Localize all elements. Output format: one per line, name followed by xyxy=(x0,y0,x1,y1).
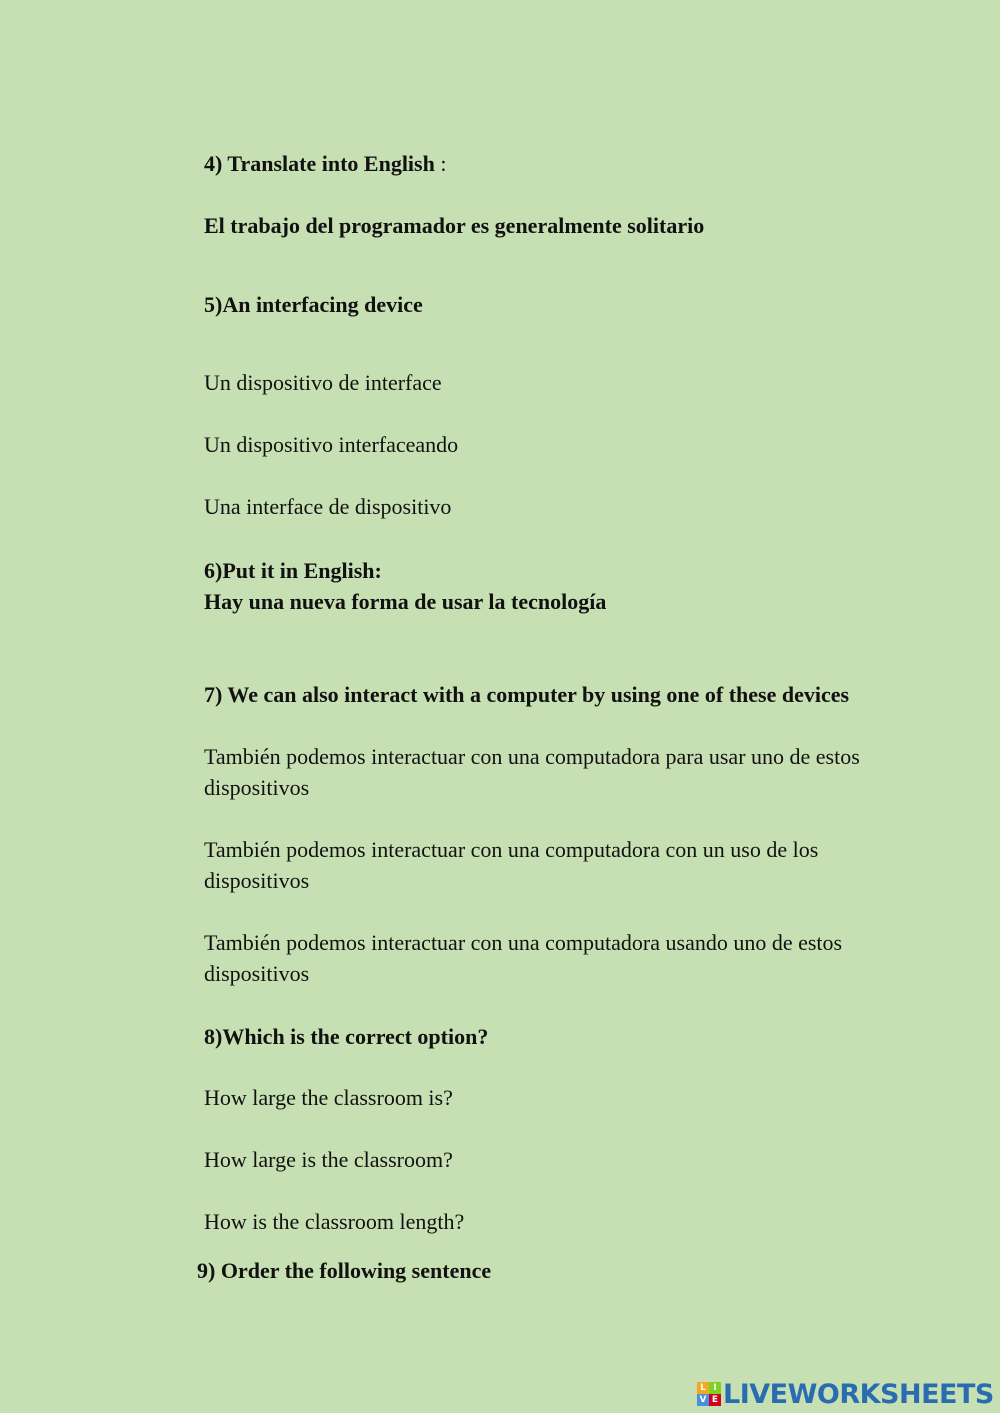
question-5-title: 5)An interfacing device xyxy=(204,292,423,317)
question-8-option-3[interactable]: How is the classroom length? xyxy=(204,1209,465,1234)
question-8-title: 8)Which is the correct option? xyxy=(204,1024,489,1049)
question-8-option-2[interactable]: How large is the classroom? xyxy=(204,1147,453,1172)
question-7-option-1[interactable]: También podemos interactuar con una computadora para usar uno de estos dispositivos xyxy=(204,744,860,800)
question-6-title: 6)Put it in English: xyxy=(204,558,382,583)
question-4-title: 4) Translate into English : xyxy=(204,151,447,176)
question-5-option-2[interactable]: Un dispositivo interfaceando xyxy=(204,432,459,457)
question-5-option-3[interactable]: Una interface de dispositivo xyxy=(204,494,452,519)
logo-letter-e: E xyxy=(709,1394,721,1406)
question-4-colon: : xyxy=(434,151,447,176)
question-9-title: 9) Order the following sentence xyxy=(197,1258,492,1283)
logo-letter-i: I xyxy=(709,1382,721,1394)
logo-brand-text: LIVEWORKSHEETS xyxy=(723,1378,994,1410)
liveworksheets-logo xyxy=(697,1378,994,1410)
logo-letter-v: V xyxy=(697,1394,709,1406)
live-icon xyxy=(697,1382,721,1406)
logo-letter-l: L xyxy=(697,1382,709,1394)
question-6-sentence: Hay una nueva forma de usar la tecnología xyxy=(204,589,607,614)
question-5-option-1[interactable]: Un dispositivo de interface xyxy=(204,370,442,395)
question-7-title: 7) We can also interact with a computer by using one of these devices xyxy=(204,682,850,707)
question-7-option-3[interactable]: También podemos interactuar con una computadora usando uno de estos dispositivos xyxy=(204,930,843,986)
question-8-option-1[interactable]: How large the classroom is? xyxy=(204,1085,453,1110)
question-7-option-2[interactable]: También podemos interactuar con una computadora con un uso de los dispositivos xyxy=(204,837,819,893)
question-4-sentence: El trabajo del programador es generalmente solitario xyxy=(204,213,705,238)
